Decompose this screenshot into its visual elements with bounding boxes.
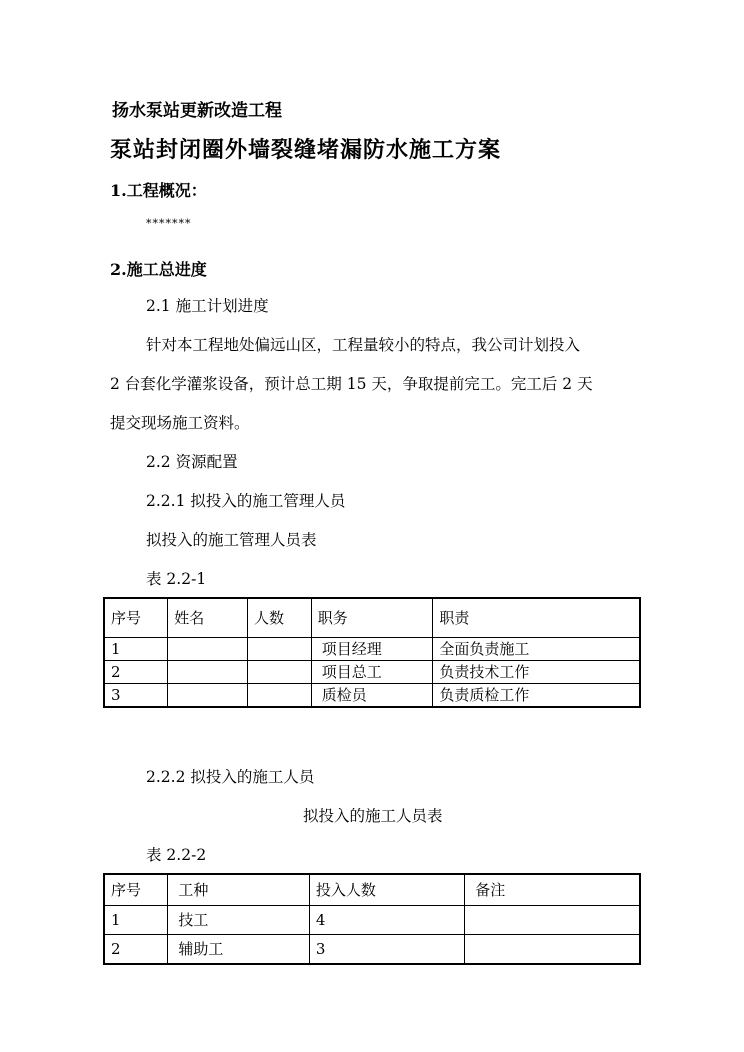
table-row: [104, 906, 640, 935]
table-cell: 质检员: [311, 684, 433, 708]
table-cell: 项目经理: [311, 638, 433, 661]
table-1-caption: 拟投入的施工管理人员表: [146, 531, 317, 549]
table-cell: [168, 638, 248, 661]
section-1-heading: 1.工程概况：: [110, 181, 207, 200]
table-header-cell: 序号: [104, 598, 168, 638]
table-cell: 2: [104, 661, 168, 684]
table-row: [104, 638, 640, 661]
table-cell: [465, 906, 640, 935]
table-cell: [247, 684, 311, 708]
table-cell: [168, 684, 248, 708]
construction-staff-table: [103, 873, 641, 965]
section-2-1-heading: 2.1 施工计划进度: [146, 297, 269, 315]
table-cell: 项目总工: [311, 661, 433, 684]
table-header-cell: 投入人数: [309, 874, 464, 906]
table-row: [104, 684, 640, 708]
table-header-row: [104, 598, 640, 638]
table-cell: 1: [104, 906, 168, 935]
table-2-caption: 拟投入的施工人员表: [303, 807, 443, 825]
table-row: [104, 935, 640, 965]
table-cell: 负责技术工作: [433, 661, 640, 684]
table-header-cell: 人数: [247, 598, 311, 638]
document-subtitle: 扬水泵站更新改造工程: [112, 101, 282, 121]
table-cell: [465, 935, 640, 965]
management-staff-table: [103, 597, 641, 708]
table-header-cell: 职责: [433, 598, 640, 638]
section-2-2-1-heading: 2.2.1 拟投入的施工管理人员: [146, 492, 346, 510]
table-1-label: 表 2.2-1: [146, 570, 207, 588]
table-cell: 3: [104, 684, 168, 708]
paragraph-line-3: 提交现场施工资料。: [110, 414, 250, 432]
table-cell: 辅助工: [168, 935, 309, 965]
table-header-cell: 姓名: [168, 598, 248, 638]
table-header-cell: 备注: [465, 874, 640, 906]
table-header-row: [104, 874, 640, 906]
table-cell: 全面负责施工: [433, 638, 640, 661]
paragraph-line-1: 针对本工程地处偏远山区，工程量较小的特点，我公司计划投入: [146, 336, 581, 354]
section-1-placeholder: *******: [146, 217, 192, 230]
table-header-cell: 工种: [168, 874, 309, 906]
table-cell: 1: [104, 638, 168, 661]
table-cell: 3: [309, 935, 464, 965]
table-cell: 技工: [168, 906, 309, 935]
table-2-label: 表 2.2-2: [146, 846, 207, 864]
document-title: 泵站封闭圈外墙裂缝堵漏防水施工方案: [110, 137, 502, 163]
table-cell: 4: [309, 906, 464, 935]
table-cell: [168, 661, 248, 684]
table-header-cell: 序号: [104, 874, 168, 906]
table-cell: 负责质检工作: [433, 684, 640, 708]
table-header-cell: 职务: [311, 598, 433, 638]
table-cell: 2: [104, 935, 168, 965]
paragraph-line-2: 2 台套化学灌浆设备，预计总工期 15 天，争取提前完工。完工后 2 天: [110, 375, 593, 393]
section-2-heading: 2.施工总进度: [110, 260, 207, 279]
section-2-2-2-heading: 2.2.2 拟投入的施工人员: [146, 768, 315, 786]
section-2-2-heading: 2.2 资源配置: [146, 453, 238, 471]
table-cell: [247, 661, 311, 684]
table-cell: [247, 638, 311, 661]
table-row: [104, 661, 640, 684]
